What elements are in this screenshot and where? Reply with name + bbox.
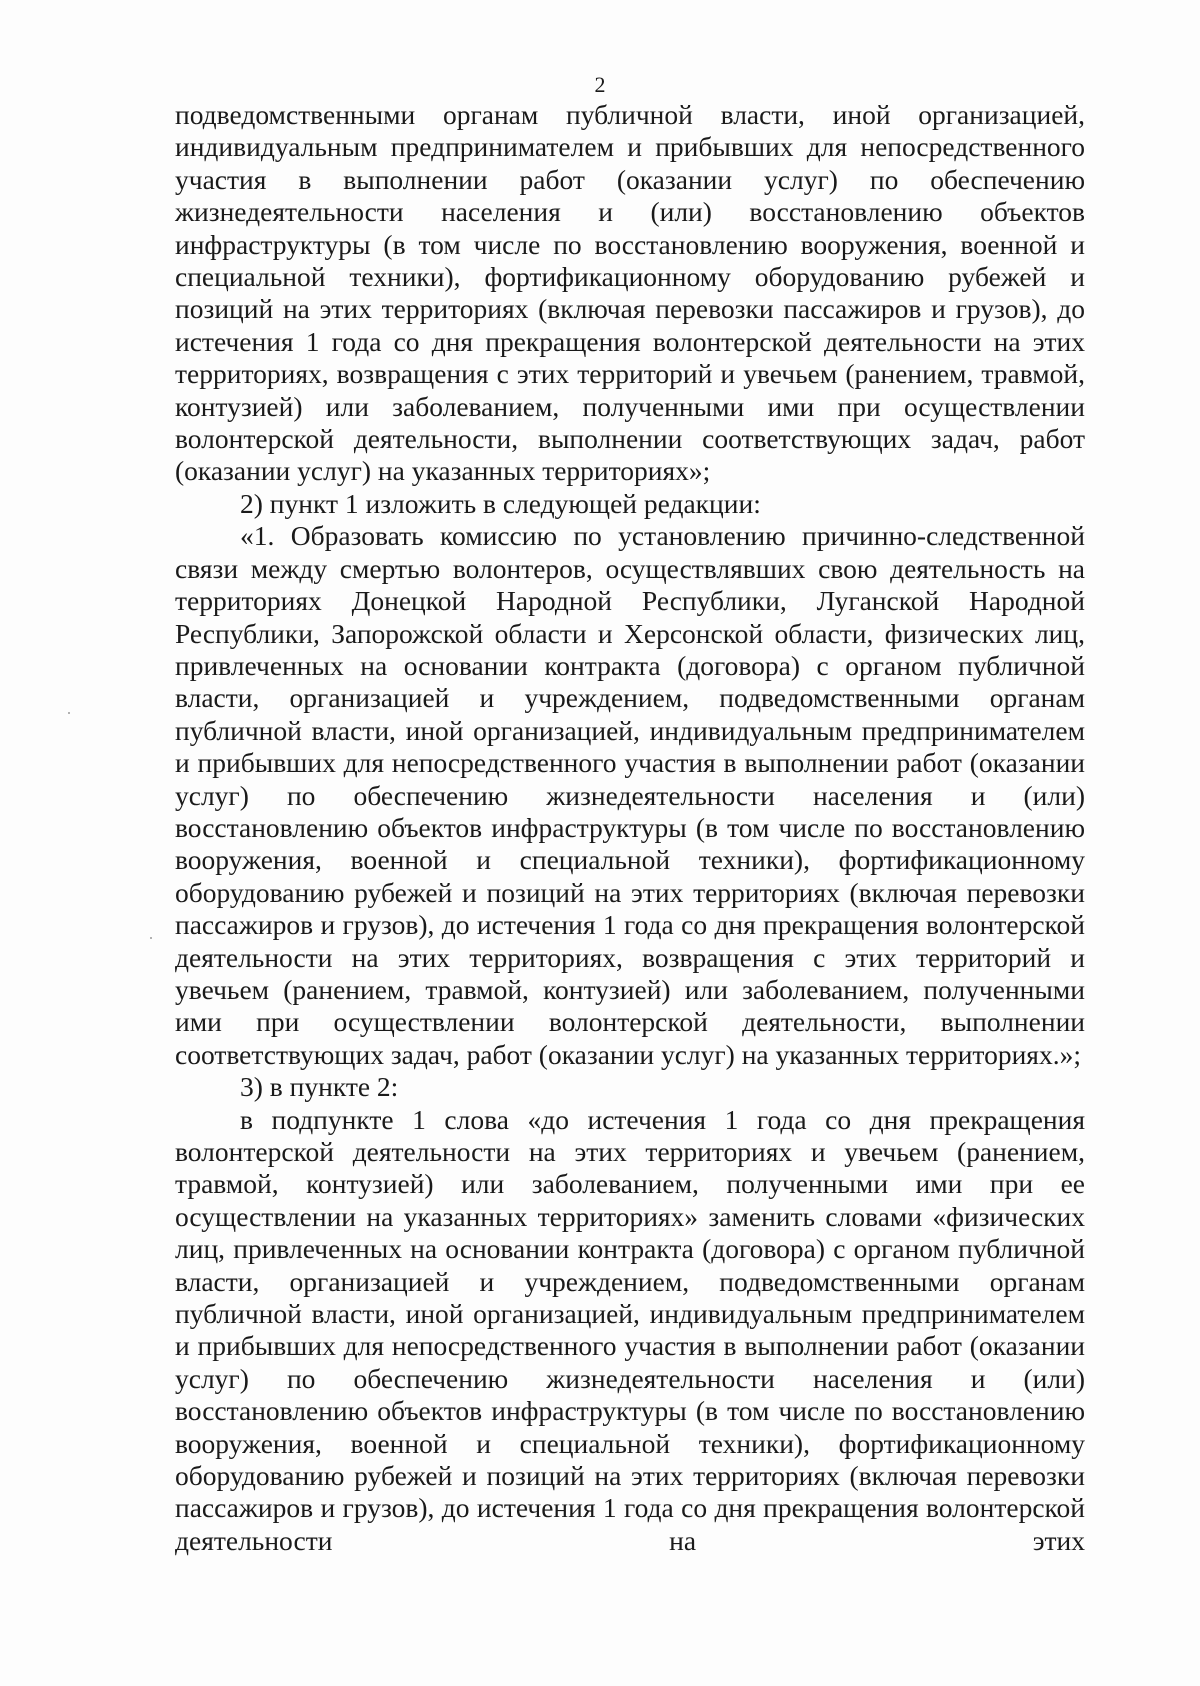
paragraph-item-2: 2) пункт 1 изложить в следующей редакции: <box>240 487 761 519</box>
page-number: 2 <box>594 72 606 97</box>
scan-speck <box>68 712 70 714</box>
paragraph-item-1-text: «1. Образовать комиссию по установлению причинно-следственной связи между смертью волонтеров, осуществлявших свою деятельность на территориях Донецкой Народной Республики, Луганской Народной Республики, Запорожской области и Херсонской области, физических лиц, привлеченных на основании контракта (договора) с органом публичной власти, организацией и учреждением, подведомственными органам публичной власти, иной организацией, индивидуальным предпринимателем и прибывших для непосредственного участия в выполнении работ (оказании услуг) по обеспечению жизнедеятельности населения и (или) восстановлению объектов инфраструктуры (в том числе по восстановлению вооружения, военной и специальной техники), фортификационному оборудованию рубежей и позиций на этих территориях (включая перевозки пассажиров и грузов), до истечения 1 года со дня прекращения волонтерской деятельности на этих территориях, возвращения с этих территорий и увечьем (ранением, травмой, контузией) или заболеванием, полученными ими при осуществлении волонтерской деятельности, выполнении соответствующих задач, работ (оказании услуг) на указанных территориях.»; <box>175 520 1085 1070</box>
document-body <box>175 99 1085 1557</box>
paragraph-subitem-1: в подпункте 1 слова «до истечения 1 года со дня прекращения волонтерской деятельности на этих территориях и увечьем (ранением, травмой, контузией) или заболеванием, полученными ими при ее осуществлении на указанных территориях» заменить словами «физических лиц, привлеченных на основании контракта (договора) с органом публичной власти, организацией и учреждением, подведомственными органам публичной власти, иной организацией, индивидуальным предпринимателем и прибывших для непосредственного участия в выполнении работ (оказании услуг) по обеспечению жизнедеятельности населения и (или) восстановлению объектов инфраструктуры (в том числе по восстановлению вооружения, военной и специальной техники), фортификационному оборудованию рубежей и позиций на этих территориях (включая перевозки пассажиров и грузов), до истечения 1 года со дня прекращения волонтерской деятельности на этих <box>175 1103 1085 1556</box>
paragraph-continuation: подведомственными органам публичной власти, иной организацией, индивидуальным предпринимателем и прибывших для непосредственного участия в выполнении работ (оказании услуг) по обеспечению жизнедеятельности населения и (или) восстановлению объектов инфраструктуры (в том числе по восстановлению вооружения, военной и специальной техники), фортификационному оборудованию рубежей и позиций на этих территориях (включая перевозки пассажиров и грузов), до истечения 1 года со дня прекращения волонтерской деятельности на этих территориях, возвращения с этих территорий и увечьем (ранением, травмой, контузией) или заболеванием, полученными ими при осуществлении волонтерской деятельности, выполнении соответствующих задач, работ (оказании услуг) на указанных территориях»; <box>175 99 1085 487</box>
scan-speck <box>150 937 152 939</box>
paragraph-item-3: 3) в пункте 2: <box>240 1071 399 1103</box>
